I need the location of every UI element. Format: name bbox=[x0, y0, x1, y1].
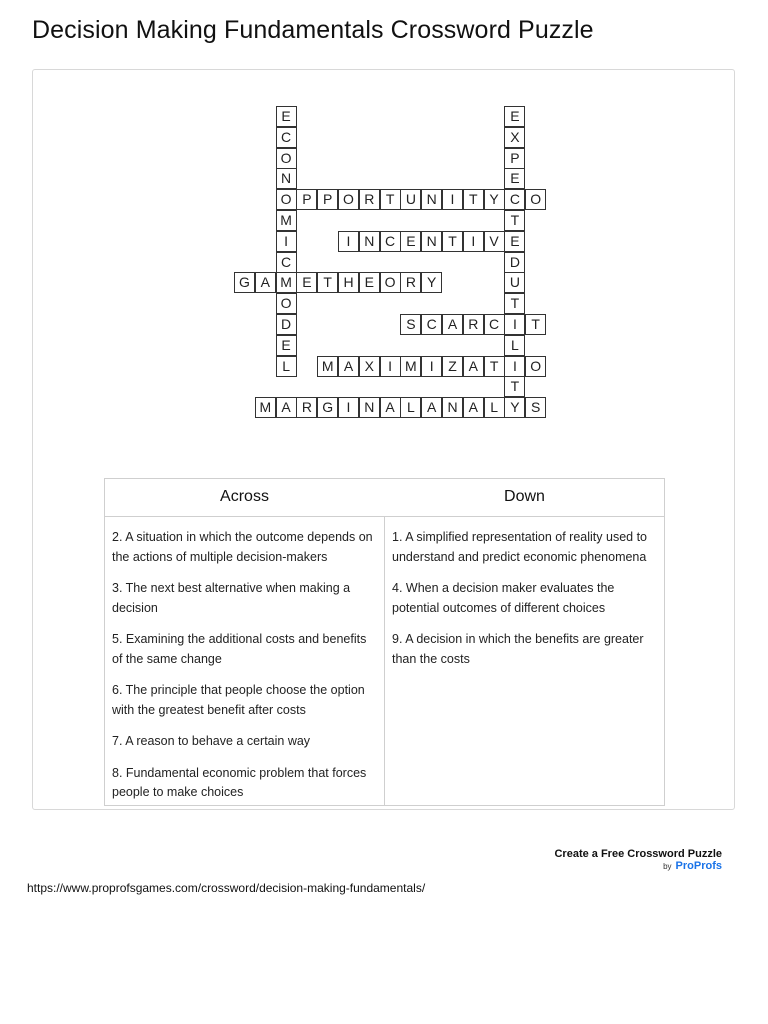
grid-cell[interactable]: N bbox=[442, 397, 463, 418]
grid-cell[interactable]: E bbox=[276, 106, 297, 127]
down-clue: 1. A simplified representation of reality used to understand and predict economic phenomena bbox=[392, 530, 648, 564]
grid-cell[interactable]: A bbox=[276, 397, 297, 418]
grid-cell[interactable]: M bbox=[317, 356, 338, 377]
grid-cell[interactable]: T bbox=[525, 314, 546, 335]
grid-cell[interactable]: T bbox=[317, 272, 338, 293]
grid-cell[interactable]: T bbox=[380, 189, 401, 210]
grid-cell[interactable]: C bbox=[380, 231, 401, 252]
grid-cell[interactable]: E bbox=[359, 272, 380, 293]
grid-cell[interactable]: I bbox=[380, 356, 401, 377]
grid-cell[interactable]: M bbox=[255, 397, 276, 418]
grid-cell[interactable]: E bbox=[276, 335, 297, 356]
column-divider bbox=[384, 517, 385, 805]
footer-by: by bbox=[663, 862, 672, 871]
grid-cell[interactable]: T bbox=[504, 293, 525, 314]
source-url[interactable]: https://www.proprofsgames.com/crossword/decision-making-fundamentals/ bbox=[27, 881, 426, 895]
grid-cell[interactable]: I bbox=[442, 189, 463, 210]
grid-cell[interactable]: C bbox=[484, 314, 505, 335]
grid-cell[interactable]: N bbox=[421, 231, 442, 252]
grid-cell[interactable]: V bbox=[484, 231, 505, 252]
grid-cell[interactable]: T bbox=[442, 231, 463, 252]
grid-cell[interactable]: S bbox=[525, 397, 546, 418]
across-clue: 8. Fundamental economic problem that forces people to make choices bbox=[112, 765, 367, 799]
footer-brand-line: Create a Free Crossword Puzzle bbox=[554, 848, 722, 860]
grid-cell[interactable]: A bbox=[463, 397, 484, 418]
grid-cell[interactable]: P bbox=[317, 189, 338, 210]
grid-cell[interactable]: C bbox=[276, 252, 297, 273]
across-clue: 2. A situation in which the outcome depends on the actions of multiple decision-makers bbox=[112, 530, 373, 564]
grid-cell[interactable]: L bbox=[400, 397, 421, 418]
grid-cell[interactable]: X bbox=[504, 127, 525, 148]
clues-header bbox=[105, 479, 664, 517]
grid-cell[interactable]: N bbox=[359, 231, 380, 252]
grid-cell[interactable]: A bbox=[380, 397, 401, 418]
footer-logo-line bbox=[554, 860, 722, 872]
grid-cell[interactable]: T bbox=[484, 356, 505, 377]
proprofs-logo: ProProfs bbox=[675, 860, 722, 872]
grid-cell[interactable]: G bbox=[234, 272, 255, 293]
across-clues bbox=[112, 528, 376, 815]
grid-cell[interactable]: P bbox=[296, 189, 317, 210]
grid-cell[interactable]: R bbox=[359, 189, 380, 210]
crossword-grid bbox=[0, 0, 768, 440]
grid-cell[interactable]: L bbox=[484, 397, 505, 418]
grid-cell[interactable]: L bbox=[276, 356, 297, 377]
grid-cell[interactable]: I bbox=[421, 356, 442, 377]
grid-cell[interactable]: E bbox=[504, 106, 525, 127]
grid-cell[interactable]: I bbox=[504, 356, 525, 377]
grid-cell[interactable]: O bbox=[276, 148, 297, 169]
grid-cell[interactable]: O bbox=[276, 293, 297, 314]
grid-cell[interactable]: Y bbox=[421, 272, 442, 293]
grid-cell[interactable]: Y bbox=[504, 397, 525, 418]
grid-cell[interactable]: D bbox=[276, 314, 297, 335]
grid-cell[interactable]: M bbox=[276, 272, 297, 293]
grid-cell[interactable]: N bbox=[276, 168, 297, 189]
grid-cell[interactable]: X bbox=[359, 356, 380, 377]
down-clue: 9. A decision in which the benefits are greater than the costs bbox=[392, 632, 644, 666]
grid-cell[interactable]: I bbox=[504, 314, 525, 335]
across-clue: 5. Examining the additional costs and benefits of the same change bbox=[112, 632, 367, 666]
grid-cell[interactable]: E bbox=[400, 231, 421, 252]
grid-cell[interactable]: I bbox=[338, 397, 359, 418]
grid-cell[interactable]: O bbox=[380, 272, 401, 293]
across-clue: 3. The next best alternative when making a decision bbox=[112, 581, 351, 615]
grid-cell[interactable]: L bbox=[504, 335, 525, 356]
grid-cell[interactable]: O bbox=[525, 356, 546, 377]
grid-cell[interactable]: A bbox=[463, 356, 484, 377]
grid-cell[interactable]: I bbox=[338, 231, 359, 252]
grid-cell[interactable]: G bbox=[317, 397, 338, 418]
grid-cell[interactable]: R bbox=[463, 314, 484, 335]
clues-table bbox=[104, 478, 665, 806]
grid-cell[interactable]: Z bbox=[442, 356, 463, 377]
across-clue: 6. The principle that people choose the option with the greatest benefit after costs bbox=[112, 683, 365, 717]
grid-cell[interactable]: R bbox=[296, 397, 317, 418]
grid-cell[interactable]: A bbox=[255, 272, 276, 293]
grid-cell[interactable]: P bbox=[504, 148, 525, 169]
grid-cell[interactable]: H bbox=[338, 272, 359, 293]
grid-cell[interactable]: O bbox=[338, 189, 359, 210]
grid-cell[interactable]: D bbox=[504, 252, 525, 273]
grid-cell[interactable]: I bbox=[276, 231, 297, 252]
across-clue: 7. A reason to behave a certain way bbox=[112, 734, 311, 748]
grid-cell[interactable]: O bbox=[525, 189, 546, 210]
grid-cell[interactable]: M bbox=[400, 356, 421, 377]
grid-cell[interactable]: A bbox=[442, 314, 463, 335]
down-clue: 4. When a decision maker evaluates the potential outcomes of different choices bbox=[392, 581, 615, 615]
grid-cell[interactable]: N bbox=[421, 189, 442, 210]
page-title: Decision Making Fundamentals Crossword Puzzle bbox=[32, 16, 594, 44]
grid-cell[interactable]: C bbox=[276, 127, 297, 148]
grid-cell[interactable]: U bbox=[400, 189, 421, 210]
grid-cell[interactable]: O bbox=[276, 189, 297, 210]
grid-cell[interactable]: C bbox=[421, 314, 442, 335]
footer-brand[interactable] bbox=[554, 848, 722, 872]
grid-cell[interactable]: A bbox=[421, 397, 442, 418]
grid-cell[interactable]: N bbox=[359, 397, 380, 418]
grid-cell[interactable]: E bbox=[296, 272, 317, 293]
grid-cell[interactable]: I bbox=[463, 231, 484, 252]
grid-cell[interactable]: Y bbox=[484, 189, 505, 210]
grid-cell[interactable]: S bbox=[400, 314, 421, 335]
grid-cell[interactable]: T bbox=[463, 189, 484, 210]
grid-cell[interactable]: E bbox=[504, 168, 525, 189]
grid-cell[interactable]: M bbox=[276, 210, 297, 231]
grid-cell[interactable]: R bbox=[400, 272, 421, 293]
grid-cell[interactable]: A bbox=[338, 356, 359, 377]
across-heading: Across bbox=[220, 488, 269, 505]
down-heading: Down bbox=[504, 488, 545, 505]
grid-cell[interactable]: U bbox=[504, 272, 525, 293]
grid-cell[interactable]: E bbox=[504, 231, 525, 252]
grid-cell[interactable]: T bbox=[504, 210, 525, 231]
grid-cell[interactable]: C bbox=[504, 189, 525, 210]
down-clues bbox=[392, 528, 656, 681]
grid-cell[interactable]: T bbox=[504, 376, 525, 397]
